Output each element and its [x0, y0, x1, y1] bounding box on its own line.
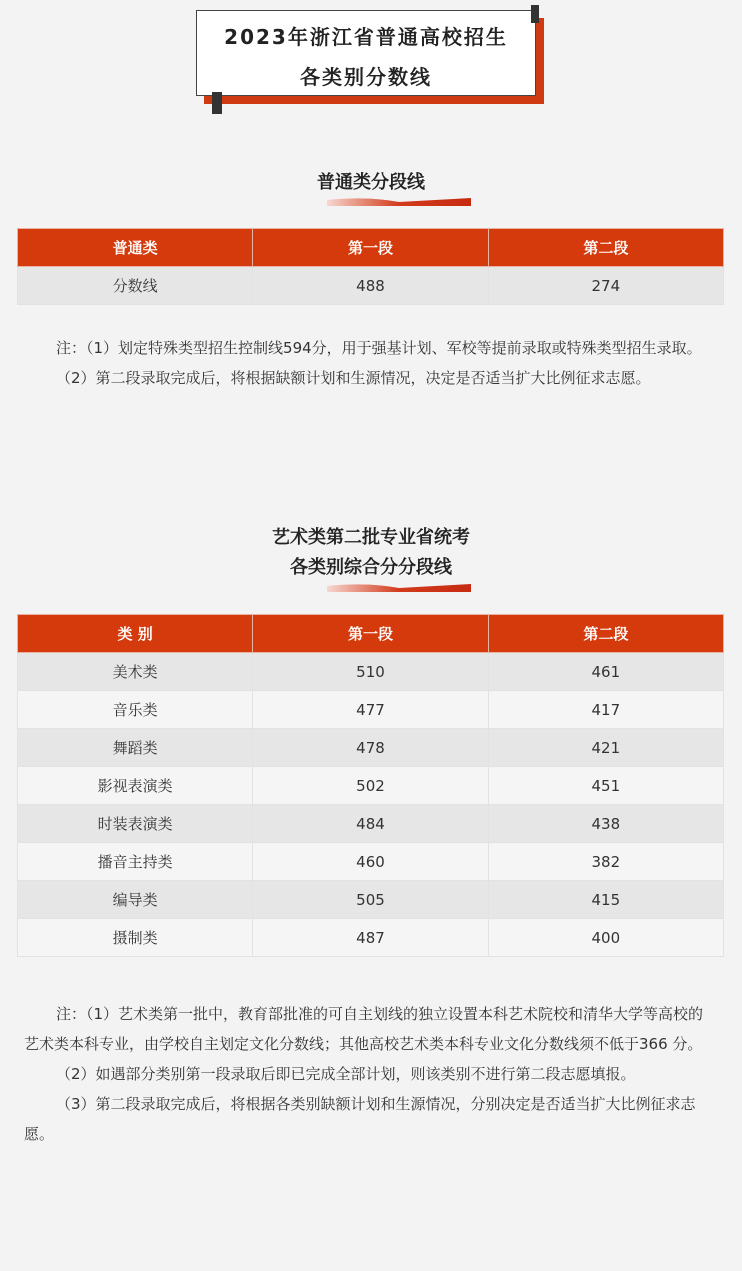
general-score-table	[17, 228, 724, 305]
row-segment-1-score: 477	[253, 691, 488, 729]
row-segment-2-score: 274	[488, 267, 723, 305]
art-score-table	[17, 614, 724, 957]
row-segment-1-score: 502	[253, 767, 488, 805]
header-card-box	[196, 10, 536, 96]
table-row	[18, 691, 724, 729]
column-header-segment-2: 第二段	[488, 615, 723, 653]
row-label: 摄制类	[18, 919, 253, 957]
row-segment-1-score: 510	[253, 653, 488, 691]
row-label: 编导类	[18, 881, 253, 919]
row-segment-2-score: 415	[488, 881, 723, 919]
row-segment-1-score: 484	[253, 805, 488, 843]
row-label: 美术类	[18, 653, 253, 691]
section1-notes	[24, 333, 718, 393]
section1-title-ribbon-icon	[327, 196, 471, 206]
row-label: 分数线	[18, 267, 253, 305]
table-row	[18, 653, 724, 691]
column-header-category: 类 别	[18, 615, 253, 653]
row-segment-1-score: 487	[253, 919, 488, 957]
row-segment-1-score: 478	[253, 729, 488, 767]
note-paragraph: （2）如遇部分类别第一段录取后即已完成全部计划，则该类别不进行第二段志愿填报。	[56, 1065, 636, 1083]
row-label: 影视表演类	[18, 767, 253, 805]
table-row	[18, 919, 724, 957]
row-segment-1-score: 488	[253, 267, 488, 305]
note-paragraph: （2）第二段录取完成后，将根据缺额计划和生源情况，决定是否适当扩大比例征求志愿。	[56, 369, 651, 387]
corner-accent-bottom-left	[212, 92, 222, 114]
section1-title: 普通类分段线	[317, 172, 425, 193]
note-paragraph: （3）第二段录取完成后，将根据各类别缺额计划和生源情况，分别决定是否适当扩大比例征求志愿。	[24, 1095, 696, 1143]
table-row	[18, 767, 724, 805]
section2-title-line1: 艺术类第二批专业省统考	[272, 527, 470, 548]
row-label: 舞蹈类	[18, 729, 253, 767]
note-paragraph: 注：（1）划定特殊类型招生控制线594分，用于强基计划、军校等提前录取或特殊类型招生录取。	[56, 339, 702, 357]
page-title-line1: 2023年浙江省普通高校招生	[224, 25, 508, 49]
table-header-row	[18, 229, 724, 267]
row-label: 时装表演类	[18, 805, 253, 843]
row-segment-2-score: 417	[488, 691, 723, 729]
row-label: 音乐类	[18, 691, 253, 729]
column-header-segment-2: 第二段	[488, 229, 723, 267]
row-segment-2-score: 382	[488, 843, 723, 881]
column-header-category: 普通类	[18, 229, 253, 267]
row-segment-1-score: 460	[253, 843, 488, 881]
row-label: 播音主持类	[18, 843, 253, 881]
table-row	[18, 805, 724, 843]
row-segment-2-score: 461	[488, 653, 723, 691]
table-row	[18, 843, 724, 881]
section2-title-line2: 各类别综合分分段线	[290, 557, 452, 578]
header-card	[196, 10, 546, 106]
row-segment-2-score: 400	[488, 919, 723, 957]
page-title-line2: 各类别分数线	[300, 65, 432, 89]
corner-accent-top-right	[531, 5, 539, 23]
row-segment-2-score: 438	[488, 805, 723, 843]
table-row	[18, 881, 724, 919]
section2-title-ribbon-icon	[327, 582, 471, 592]
section2-notes	[24, 999, 718, 1149]
table-header-row	[18, 615, 724, 653]
table-row	[18, 267, 724, 305]
column-header-segment-1: 第一段	[253, 229, 488, 267]
note-paragraph: 注：（1）艺术类第一批中，教育部批准的可自主划线的独立设置本科艺术院校和清华大学等高校的艺术类本科专业，由学校自主划定文化分数线；其他高校艺术类本科专业文化分数线须不低于366 分。	[24, 1005, 704, 1053]
row-segment-1-score: 505	[253, 881, 488, 919]
row-segment-2-score: 421	[488, 729, 723, 767]
column-header-segment-1: 第一段	[253, 615, 488, 653]
table-row	[18, 729, 724, 767]
row-segment-2-score: 451	[488, 767, 723, 805]
